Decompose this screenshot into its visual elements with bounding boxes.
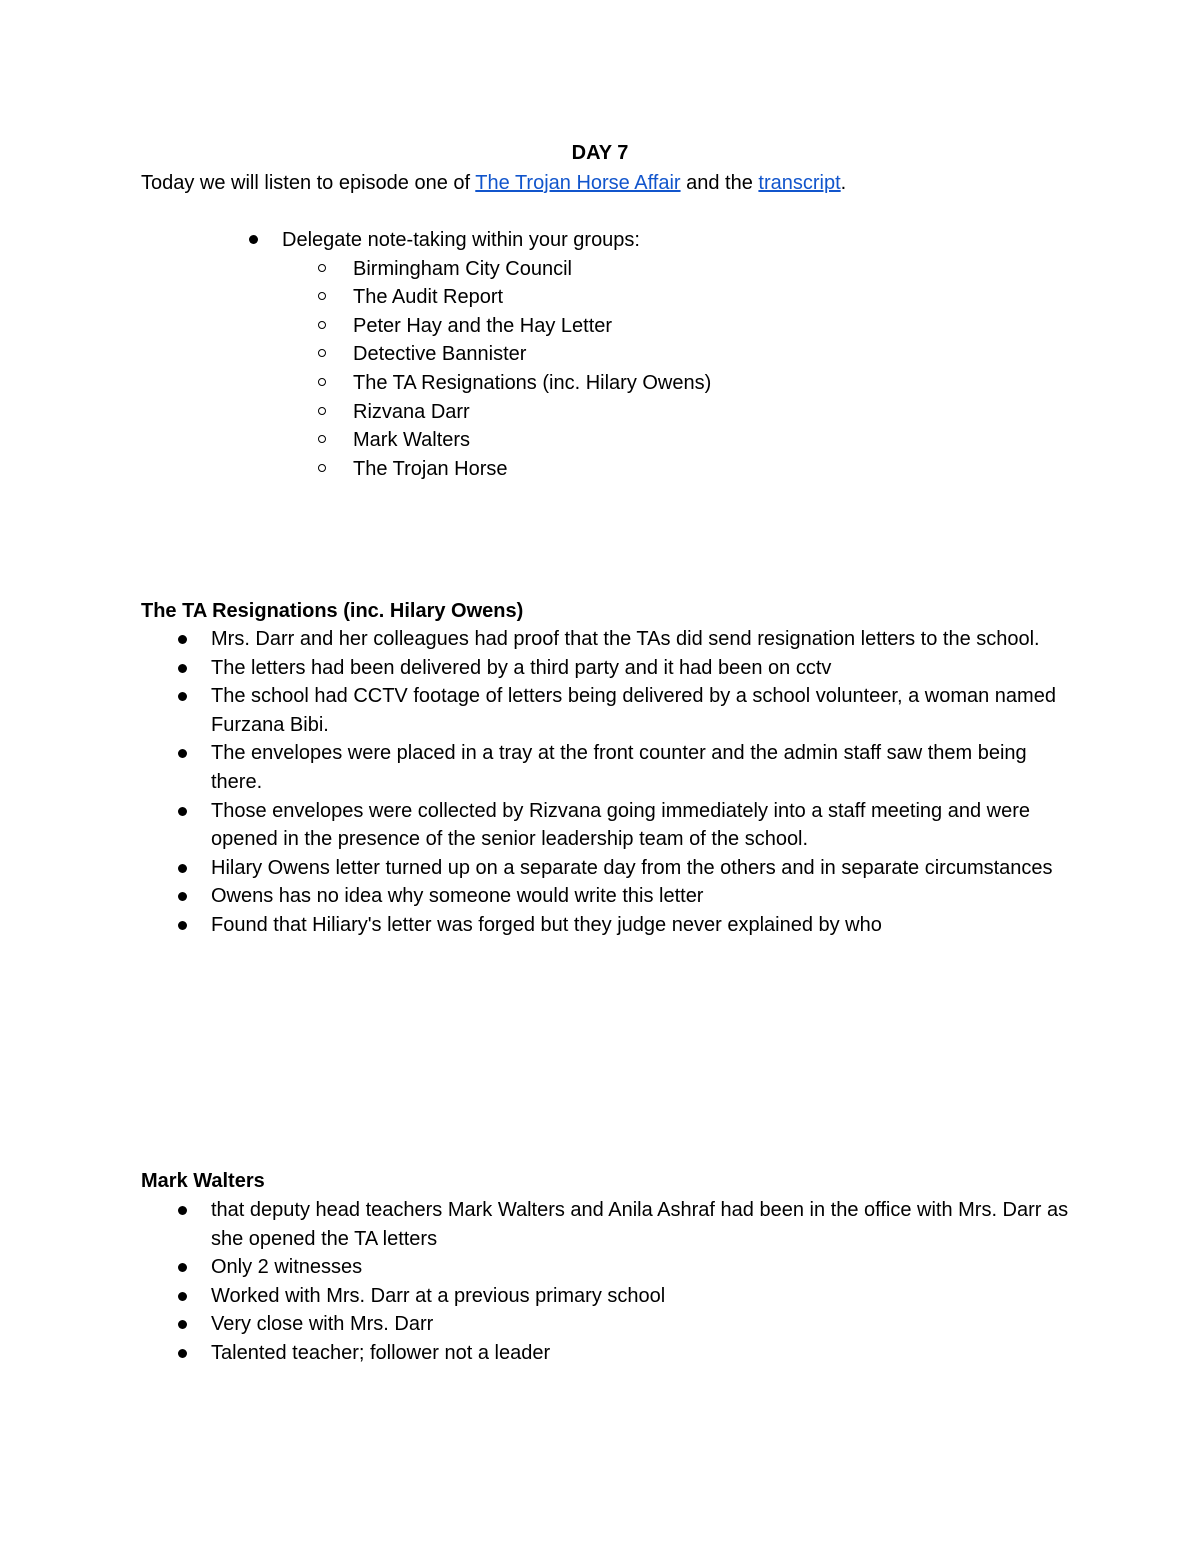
note-text: that deputy head teachers Mark Walters and Anila Ashraf had been in the office with Mrs. Darr as she opened the TA letters <box>211 1199 1069 1250</box>
group-topic: Birmingham City Council <box>353 257 572 280</box>
hollow-bullet-icon <box>318 264 326 272</box>
bullet-icon <box>178 635 187 644</box>
note-text: Very close with Mrs. Darr <box>211 1313 434 1336</box>
bullet-icon <box>178 1292 187 1301</box>
list-item <box>0 1310 1071 1339</box>
note-text: Hilary Owens letter turned up on a separate day from the others and in separate circumstances <box>211 856 1053 879</box>
list-item <box>0 739 1071 796</box>
list-item <box>0 797 1071 854</box>
hollow-bullet-icon <box>318 349 326 357</box>
group-topic: Peter Hay and the Hay Letter <box>353 314 613 337</box>
list-item <box>0 340 1200 369</box>
list-item <box>0 625 1071 654</box>
hollow-bullet-icon <box>318 378 326 386</box>
list-item <box>0 654 1071 683</box>
bullet-icon <box>178 1206 187 1215</box>
intro-suffix: . <box>840 172 847 194</box>
bullet-icon <box>178 664 187 673</box>
ta-resignations-notes <box>0 625 1200 940</box>
intro-middle: and the <box>680 172 759 194</box>
group-topic: Rizvana Darr <box>353 400 470 423</box>
list-item <box>0 426 1200 455</box>
mark-walters-notes <box>0 1196 1200 1368</box>
hollow-bullet-icon <box>318 292 326 300</box>
note-text: Talented teacher; follower not a leader <box>211 1341 551 1364</box>
group-topic: Detective Bannister <box>353 343 527 366</box>
note-text: Found that Hiliary's letter was forged but they judge never explained by who <box>211 913 882 936</box>
note-text: Owens has no idea why someone would write this letter <box>211 885 704 908</box>
list-item <box>0 1253 1071 1282</box>
list-item <box>0 312 1200 341</box>
group-topic: The TA Resignations (inc. Hilary Owens) <box>353 371 712 394</box>
bullet-icon <box>178 749 187 758</box>
hollow-bullet-icon <box>318 464 326 472</box>
transcript-link[interactable]: transcript <box>758 172 841 194</box>
note-text: The letters had been delivered by a third party and it had been on cctv <box>211 656 832 679</box>
list-item <box>0 226 1200 255</box>
bullet-icon <box>178 1263 187 1272</box>
group-topic: The Audit Report <box>353 286 504 309</box>
bullet-icon <box>178 807 187 816</box>
list-item <box>0 882 1071 911</box>
list-item <box>0 369 1200 398</box>
note-text: The envelopes were placed in a tray at the front counter and the admin staff saw them being there. <box>211 742 1027 793</box>
hollow-bullet-icon <box>318 321 326 329</box>
bullet-icon <box>249 235 258 244</box>
intro-paragraph <box>141 168 846 198</box>
list-item <box>0 911 1071 940</box>
bullet-icon <box>178 1349 187 1358</box>
hollow-bullet-icon <box>318 435 326 443</box>
list-item <box>0 398 1200 427</box>
bullet-icon <box>178 692 187 701</box>
groups-instruction: Delegate note-taking within your groups: <box>282 229 640 251</box>
bullet-icon <box>178 1320 187 1329</box>
trojan-horse-affair-link[interactable]: The Trojan Horse Affair <box>475 172 681 194</box>
hollow-bullet-icon <box>318 407 326 415</box>
list-item <box>0 283 1200 312</box>
intro-prefix: Today we will listen to episode one of <box>141 172 476 194</box>
group-topic: Mark Walters <box>353 429 471 452</box>
note-text: Worked with Mrs. Darr at a previous primary school <box>211 1284 666 1307</box>
note-text: Those envelopes were collected by Rizvana going immediately into a staff meeting and were opened in the presence of the senior leadership team of the school. <box>211 799 1030 851</box>
group-topic: The Trojan Horse <box>353 457 508 480</box>
bullet-icon <box>178 864 187 873</box>
list-item <box>0 1282 1071 1311</box>
list-item <box>0 854 1071 883</box>
note-text: Mrs. Darr and her colleagues had proof that the TAs did send resignation letters to the school. <box>211 628 1040 650</box>
list-item <box>0 455 1200 484</box>
group-assignments-list <box>0 226 1200 483</box>
bullet-icon <box>178 892 187 901</box>
page-title: DAY 7 <box>571 142 629 164</box>
list-item <box>0 682 1071 739</box>
note-text: Only 2 witnesses <box>211 1256 363 1279</box>
section-heading-mark-walters: Mark Walters <box>141 1170 265 1192</box>
list-item <box>0 1339 1071 1368</box>
section-heading-ta-resignations: The TA Resignations (inc. Hilary Owens) <box>141 600 524 622</box>
list-item <box>0 1196 1071 1253</box>
bullet-icon <box>178 921 187 930</box>
note-text: The school had CCTV footage of letters being delivered by a school volunteer, a woman named Furzana Bibi. <box>211 685 1056 736</box>
list-item <box>0 255 1200 284</box>
